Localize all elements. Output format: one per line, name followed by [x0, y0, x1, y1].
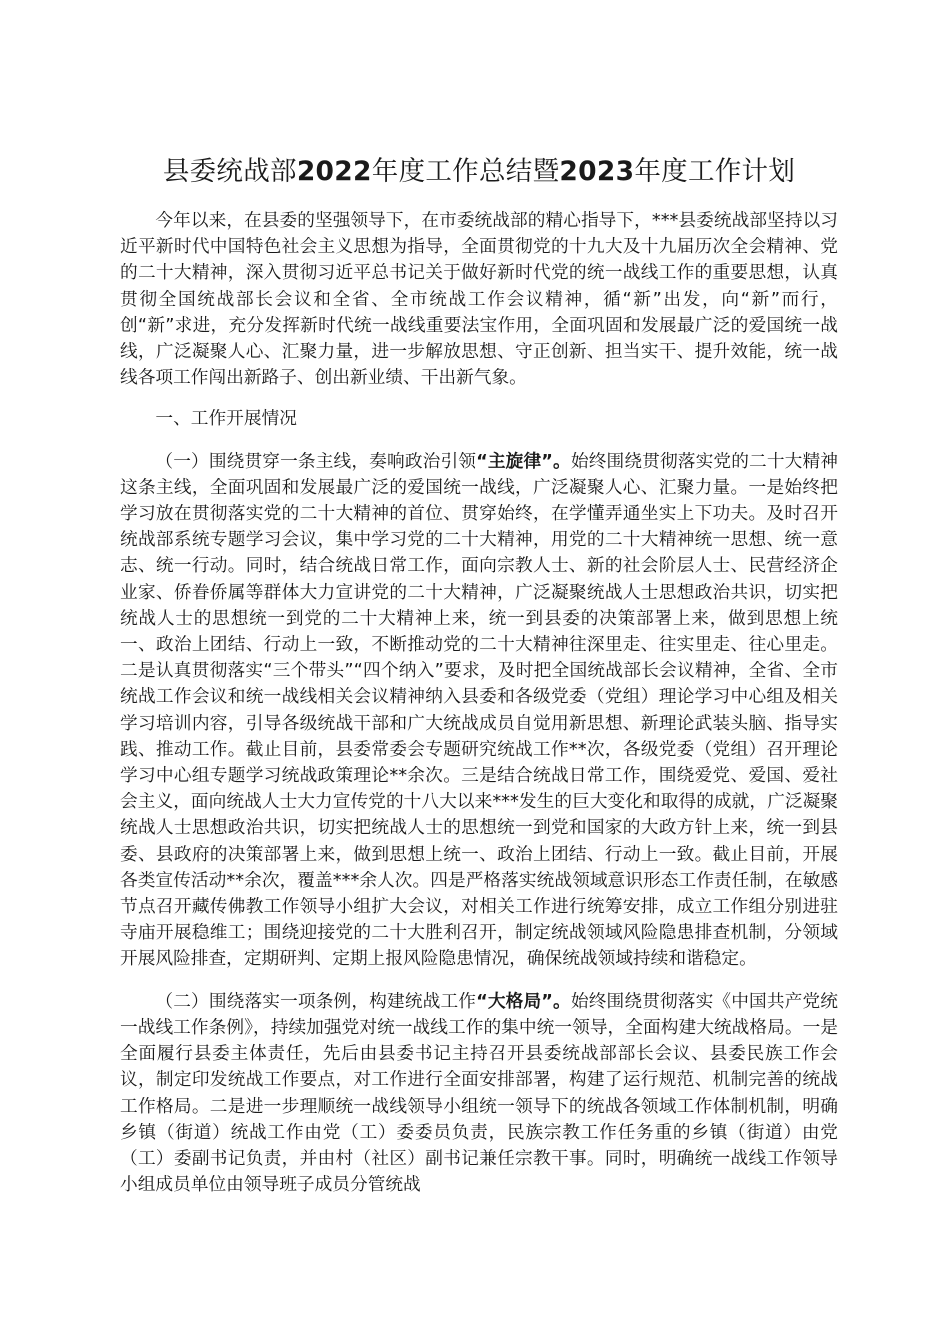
document-page [120, 150, 838, 1198]
section-2-lead: （二）围绕落实一项条例，构建统战工作 [155, 991, 477, 1012]
title-part-2: 年度工作总结暨 [371, 156, 560, 187]
intro-paragraph: 今年以来，在县委的坚强领导下，在市委统战部的精心指导下，***县委统战部坚持以习近平新时代中国特色社会主义思想为指导，全面贯彻党的十九大及十九届历次全会精神、党的二十大精神，深入贯彻习近平总书记关于做好新时代党的统一战线工作的重要思想，认真贯彻全国统战部长会议和全省、全市统战工作会议精神，循“新”出发，向“新”而行，创“新”求进，充分发挥新时代统一战线重要法宝作用，全面巩固和发展最广泛的爱国统一战线，广泛凝聚人心、汇聚力量，进一步解放思想、守正创新、担当实干、提升效能，统一战线各项工作闯出新路子、创出新业绩、干出新气象。 [120, 211, 838, 389]
section-2-body: 始终围绕贯彻落实《中国共产党统一战线工作条例》，持续加强党对统一战线工作的集中统一领导，全面构建大统战格局。一是全面履行县委主体责任，先后由县委书记主持召开县委统战部部长会议、县委民族工作会议，制定印发统战工作要点，对工作进行全面安排部署，构建了运行规范、机制完善的统战工作格局。二是进一步理顺统一战线领导小组统一领导下的统战各领域工作体制机制，明确乡镇（街道）统战工作由党（工）委委员负责，民族宗教工作任务重的乡镇（街道）由党（工）委副书记负责，并由村（社区）副书记兼任宗教干事。同时，明确统一战线工作领导小组成员单位由领导班子成员分管统战 [120, 991, 838, 1196]
title-part-3: 年度工作计划 [634, 156, 796, 187]
section-2-paragraph [120, 989, 838, 1199]
section-1-lead: （一）围绕贯穿一条主线，奏响政治引领 [155, 451, 477, 472]
section-1-body: 始终围绕贯彻落实党的二十大精神这条主线，全面巩固和发展最广泛的爱国统一战线，广泛凝聚人心、汇聚力量。一是始终把学习放在贯彻落实党的二十大精神的首位、贯穿始终，在学懂弄通坐实上下功夫。及时召开统战部系统专题学习会议，集中学习党的二十大精神，用党的二十大精神统一思想、统一意志、统一行动。同时，结合统战日常工作，面向宗教人士、新的社会阶层人士、民营经济企业家、侨眷侨属等群体大力宣讲党的二十大精神，广泛凝聚统战人士思想政治共识，切实把统战人士的思想统一到党的二十大精神上来，统一到县委的决策部署上来，做到思想上统一、政治上团结、行动上一致，不断推动党的二十大精神往深里走、往实里走、往心里走。二是认真贯彻落实“三个带头”“四个纳入”要求，及时把全国统战部长会议精神，全省、全市统战工作会议和统一战线相关会议精神纳入县委和各级党委（党组）理论学习中心组及相关学习培训内容，引导各级统战干部和广大统战成员自觉用新思想、新理论武装头脑、指导实践、推动工作。截止目前，县委常委会专题研究统战工作**次，各级党委（党组）召开理论学习中心组专题学习统战政策理论**余次。三是结合统战日常工作，围绕爱党、爱国、爱社会主义，面向统战人士大力宣传党的十八大以来***发生的巨大变化和取得的成就，广泛凝聚统战人士思想政治共识，切实把统战人士的思想统一到党和国家的大政方针上来，统一到县委、县政府的决策部署上来，做到思想上统一、政治上团结、行动上一致。截止目前，开展各类宣传活动**余次，覆盖***余人次。四是严格落实统战领域意识形态工作责任制，在敏感节点召开藏传佛教工作领导小组扩大会议，对相关工作进行统筹安排，成立工作组分别进驻寺庙开展稳维工；围绕迎接党的二十大胜利召开，制定统战领域风险隐患排查机制，分领域开展风险排查，定期研判、定期上报风险隐患情况，确保统战领域持续和谐稳定。 [120, 451, 838, 970]
document-title [120, 150, 838, 194]
section-1-paragraph [120, 449, 838, 973]
section-heading-work-status: 一、工作开展情况 [155, 409, 297, 430]
section-1-lead-bold: “主旋律”。 [476, 451, 571, 472]
title-part-1: 县委统战部 [162, 156, 297, 187]
title-year-2022: 2022 [296, 156, 372, 187]
section-2-lead-bold: “大格局”。 [476, 991, 571, 1012]
title-year-2023: 2023 [559, 156, 635, 187]
